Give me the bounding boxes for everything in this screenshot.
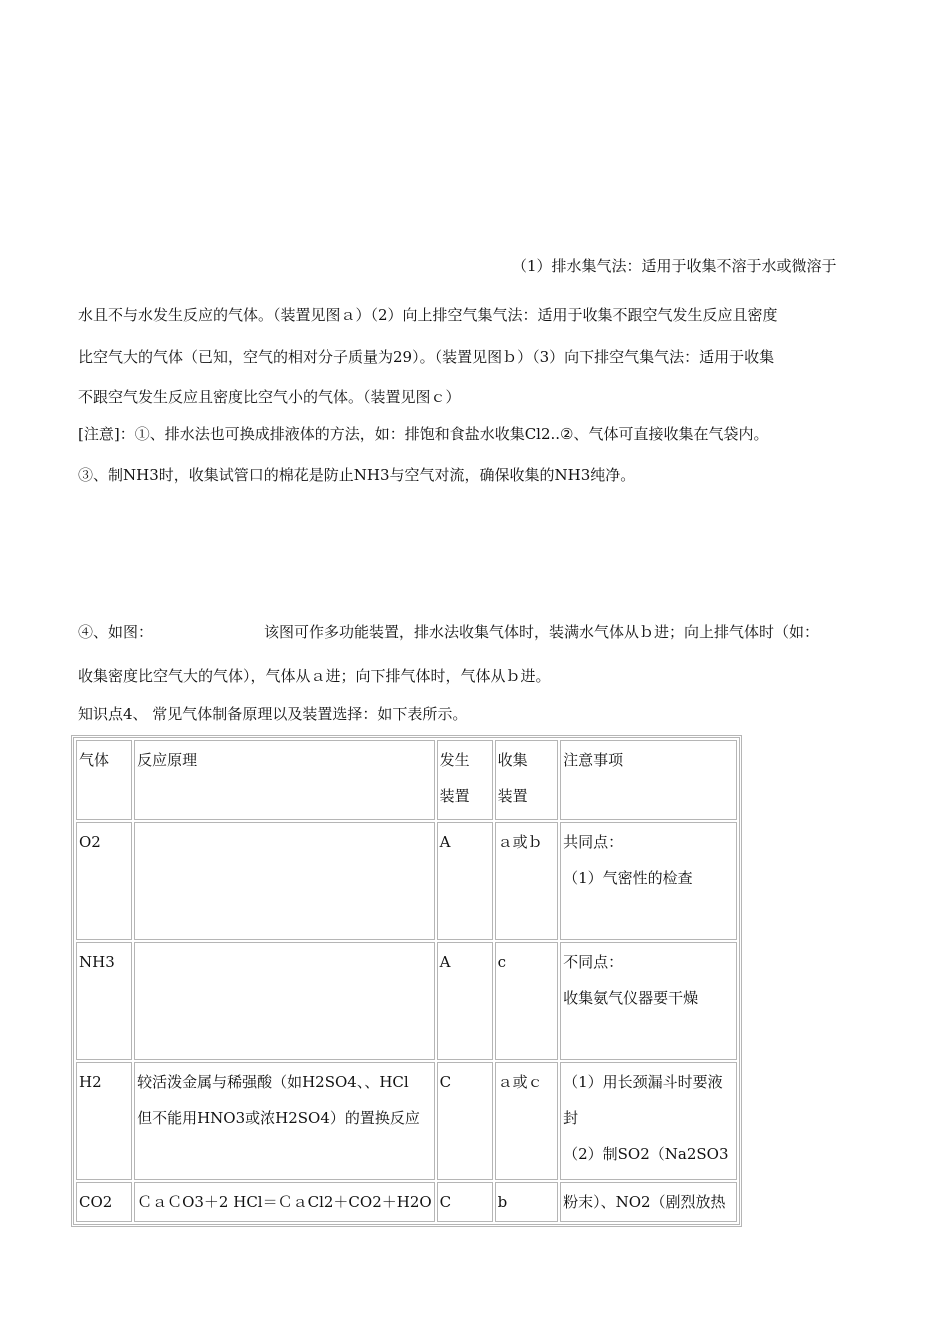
cell-principle-text-1: 较活泼金属与稀强酸（如H2SO4、、HCl bbox=[137, 1073, 409, 1091]
cell-principle bbox=[134, 942, 435, 1060]
cell-notes-text-1: 共同点： bbox=[563, 833, 624, 851]
cell-generator-text: A bbox=[439, 833, 451, 851]
cell-notes-text-3: （2）制SO2（Na2SO3 bbox=[563, 1145, 729, 1163]
header-collector-text-1: 收集 bbox=[497, 751, 528, 769]
header-gas bbox=[76, 740, 132, 820]
cell-generator bbox=[437, 822, 493, 940]
cell-collector-text: c bbox=[497, 953, 507, 971]
header-principle bbox=[134, 740, 435, 820]
header-collector-text-2: 装置 bbox=[497, 787, 528, 805]
header-notes-text: 注意事项 bbox=[563, 751, 624, 769]
cell-generator bbox=[437, 942, 493, 1060]
cell-notes-text-1: 不同点： bbox=[563, 953, 624, 971]
header-notes bbox=[560, 740, 737, 820]
header-gas-text: 气体 bbox=[79, 751, 110, 769]
cell-principle bbox=[134, 1062, 435, 1180]
note-line-2: ③、制NH3时，收集试管口的棉花是防止NH3与空气对流，确保收集的NH3纯净。 bbox=[78, 466, 636, 484]
cell-notes-text-2: 封 bbox=[563, 1109, 579, 1127]
figure-description-line-1: 该图可作多功能装置，排水法收集气体时，装满水气体从ｂ进；向上排气体时（如： bbox=[264, 623, 820, 641]
cell-notes-text-2: 收集氨气仪器要干燥 bbox=[563, 989, 699, 1007]
cell-collector bbox=[495, 1182, 558, 1222]
table-header-row bbox=[76, 740, 737, 820]
cell-generator-text: C bbox=[439, 1193, 452, 1211]
header-collector bbox=[495, 740, 558, 820]
paragraph-line-1: （1）排水集气法：适用于收集不溶于水或微溶于 bbox=[512, 257, 837, 275]
cell-principle bbox=[134, 822, 435, 940]
table-row bbox=[76, 1062, 737, 1180]
header-generator-text-2: 装置 bbox=[439, 787, 470, 805]
cell-collector bbox=[495, 942, 558, 1060]
cell-gas-text: O2 bbox=[79, 833, 101, 851]
cell-generator-text: C bbox=[439, 1073, 452, 1091]
paragraph-line-4: 不跟空气发生反应且密度比空气小的气体。（装置见图ｃ） bbox=[78, 388, 461, 406]
cell-principle bbox=[134, 1182, 435, 1222]
cell-gas bbox=[76, 942, 132, 1060]
cell-notes-text-1: 粉末）、NO2（剧烈放热 bbox=[563, 1193, 726, 1211]
header-generator bbox=[437, 740, 493, 820]
cell-gas-text: NH3 bbox=[79, 953, 115, 971]
cell-principle-text-2: 但不能用HNO3或浓H2SO4）的置换反应 bbox=[137, 1109, 420, 1127]
section-heading: 知识点4、 常见气体制备原理以及装置选择：如下表所示。 bbox=[78, 705, 468, 723]
gas-preparation-table bbox=[71, 735, 742, 1227]
table-row bbox=[76, 822, 737, 940]
cell-principle-text-1: ＣａＣO3＋2 HCl＝ＣａCl2＋CO2＋H2O bbox=[137, 1193, 432, 1211]
cell-collector-text: ａ或ｂ bbox=[497, 833, 543, 851]
figure-description-line-2: 收集密度比空气大的气体），气体从ａ进；向下排气体时，气体从ｂ进。 bbox=[78, 667, 551, 685]
table-row bbox=[76, 1182, 737, 1222]
cell-generator-text: A bbox=[439, 953, 451, 971]
header-principle-text: 反应原理 bbox=[137, 751, 198, 769]
cell-notes bbox=[560, 822, 737, 940]
cell-notes-text-1: （1）用长颈漏斗时要液 bbox=[563, 1073, 723, 1091]
header-generator-text-1: 发生 bbox=[439, 751, 470, 769]
figure-reference: ④、如图： bbox=[78, 623, 154, 641]
cell-notes bbox=[560, 1062, 737, 1180]
cell-collector-text: b bbox=[497, 1193, 508, 1211]
cell-collector bbox=[495, 1062, 558, 1180]
cell-gas-text: H2 bbox=[79, 1073, 102, 1091]
cell-collector bbox=[495, 822, 558, 940]
cell-notes-text-2: （1）气密性的检查 bbox=[563, 869, 693, 887]
cell-notes bbox=[560, 942, 737, 1060]
cell-generator bbox=[437, 1062, 493, 1180]
cell-gas bbox=[76, 822, 132, 940]
cell-gas bbox=[76, 1062, 132, 1180]
cell-generator bbox=[437, 1182, 493, 1222]
paragraph-line-2: 水且不与水发生反应的气体。（装置见图ａ）（2）向上排空气集气法：适用于收集不跟空气发生反应且密度 bbox=[78, 306, 778, 324]
cell-gas bbox=[76, 1182, 132, 1222]
cell-gas-text: CO2 bbox=[79, 1193, 113, 1211]
paragraph-line-3: 比空气大的气体（已知，空气的相对分子质量为29）。（装置见图ｂ）（3）向下排空气集气法：适用于收集 bbox=[78, 348, 775, 366]
cell-collector-text: ａ或ｃ bbox=[497, 1073, 543, 1091]
note-line-1: [注意]：①、排水法也可换成排液体的方法，如：排饱和食盐水收集Cl2..②、气体可直接收集在气袋内。 bbox=[78, 425, 769, 443]
cell-notes bbox=[560, 1182, 737, 1222]
table-row bbox=[76, 942, 737, 1060]
